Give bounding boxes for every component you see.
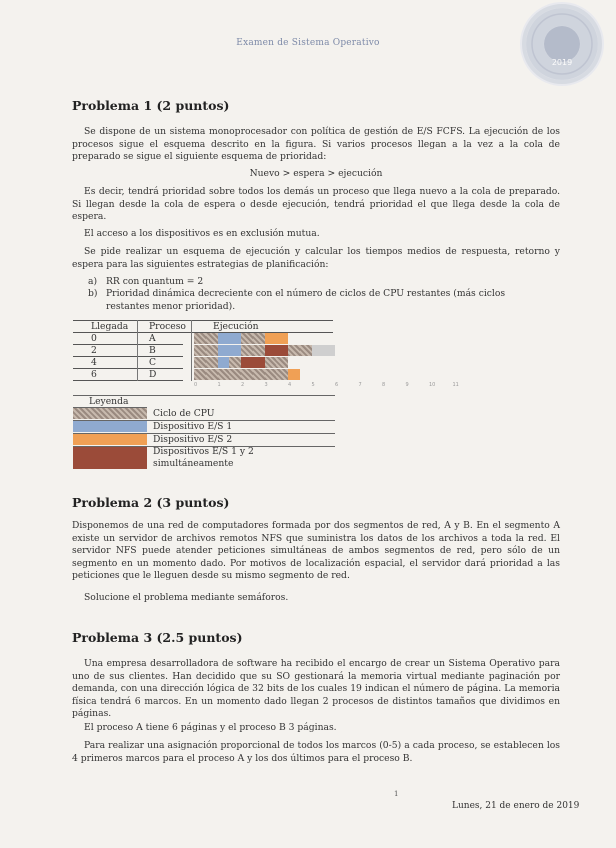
column-rule — [191, 320, 192, 381]
university-logo — [520, 2, 604, 86]
execution-cell — [288, 369, 300, 380]
row-process: D — [149, 369, 157, 380]
time-tick-label: 7 — [358, 382, 362, 388]
execution-cell — [323, 345, 335, 356]
list-marker: b) — [88, 288, 98, 300]
execution-cell — [276, 333, 288, 344]
legend-io2-label: Dispositivo E/S 2 — [153, 434, 233, 445]
strategy-list — [88, 276, 548, 313]
problem3-paragraph-2: El proceso A tiene 6 páginas y el proceso B 3 páginas. — [84, 722, 337, 733]
execution-cell — [265, 333, 277, 344]
time-tick-label: 4 — [288, 382, 292, 388]
row-process: A — [149, 333, 156, 344]
execution-cell — [265, 345, 277, 356]
legend-both-label: Dispositivos E/S 1 y 2 simultáneamente — [153, 446, 254, 469]
row-process: B — [149, 345, 156, 356]
time-tick-label: 10 — [429, 382, 436, 388]
legend-both-swatch — [73, 447, 147, 469]
execution-cell — [218, 369, 230, 380]
legend-title: Leyenda — [89, 396, 129, 407]
execution-cell — [265, 357, 277, 368]
problem2-paragraph-2: Solucione el problema mediante semáforos. — [84, 592, 289, 603]
time-tick-label: 3 — [264, 382, 268, 388]
execution-cell — [241, 369, 253, 380]
table-top-rule — [73, 320, 333, 321]
problem1-paragraph-4: Se pide realizar un esquema de ejecución y calcular los tiempos medios de respuesta, retorno y espera para las siguientes estrategias de planificación: — [72, 246, 560, 270]
execution-cell — [206, 369, 218, 380]
problem1-title: Problema 1 (2 puntos) — [72, 98, 230, 113]
row-arrival: 6 — [91, 369, 97, 380]
list-item — [88, 288, 548, 313]
problem1-paragraph-3: El acceso a los dispositivos es en exclusión mutua. — [84, 228, 320, 239]
problem2-title: Problema 2 (3 puntos) — [72, 495, 230, 510]
time-tick-label: 5 — [311, 382, 315, 388]
list-marker: a) — [88, 276, 98, 287]
row-rule — [73, 380, 183, 381]
execution-cell — [300, 345, 312, 356]
execution-cell — [253, 369, 265, 380]
row-process: C — [149, 357, 157, 368]
execution-cell — [194, 369, 206, 380]
execution-cell — [194, 333, 206, 344]
execution-cell — [312, 345, 324, 356]
list-item — [88, 276, 548, 288]
execution-cell — [276, 345, 288, 356]
time-tick-label: 1 — [217, 382, 221, 388]
logo-icon — [520, 2, 604, 86]
execution-cell — [218, 345, 230, 356]
execution-cell — [229, 357, 241, 368]
legend-cpu-swatch — [73, 408, 147, 419]
execution-cell — [253, 345, 265, 356]
exam-date: Lunes, 21 de enero de 2019 — [452, 801, 580, 811]
row-arrival: 0 — [91, 333, 97, 344]
problem2-paragraph-1: Disponemos de una red de computadores formada por dos segmentos de red, A y B. En el segmento A existe un servidor de archivos remotos NFS que suministra los datos de los archivos a toda la red. El servidor NFS puede atender peticiones simultáneas de ambos segmentos de red, pero sólo de un segmento en un momento dado. Por motivos de localización espacial, el servidor dará prioridad a las peticiones que le lleguen desde su mismo segmento de red. — [72, 520, 560, 582]
legend-io1-swatch — [73, 421, 147, 432]
execution-cell — [253, 333, 265, 344]
problem1-paragraph-2: Es decir, tendrá prioridad sobre todos los demás un proceso que llega nuevo a la cola de preparado. Si llegan desde la cola de espera o desde ejecución, tendrá prioridad el que llega desde la cola de espera. — [72, 186, 560, 223]
problem1-priority-scheme: Nuevo > espera > ejecución — [249, 168, 383, 179]
execution-cell — [276, 357, 288, 368]
time-tick-label: 9 — [405, 382, 409, 388]
problem1-paragraph-1: Se dispone de un sistema monoprocesador con política de gestión de E/S FCFS. La ejecución de los procesos sigue el esquema descrito en la figura. Si varios procesos llegan a la vez a la cola de preparado se sigue el siguiente esquema de prioridad: — [72, 126, 560, 163]
execution-cell — [265, 369, 277, 380]
time-tick-label: 11 — [452, 382, 459, 388]
time-tick-label: 0 — [194, 382, 198, 388]
legend-cpu-label: Ciclo de CPU — [153, 408, 215, 419]
column-rule — [137, 320, 138, 381]
header-process: Proceso — [149, 321, 186, 332]
execution-cell — [218, 333, 230, 344]
execution-cell — [241, 357, 253, 368]
row-rule — [73, 356, 183, 357]
list-text: RR con quantum = 2 — [106, 276, 204, 287]
execution-cell — [229, 345, 241, 356]
row-arrival: 2 — [91, 345, 97, 356]
execution-cell — [229, 369, 241, 380]
time-tick-label: 6 — [335, 382, 339, 388]
time-tick-label: 2 — [241, 382, 245, 388]
row-rule — [73, 368, 183, 369]
time-tick-label: 8 — [382, 382, 386, 388]
header-arrival: Llegada — [91, 321, 129, 332]
execution-cell — [206, 345, 218, 356]
execution-cell — [253, 357, 265, 368]
logo-year: 2019 — [551, 58, 573, 67]
legend-io2-swatch — [73, 434, 147, 445]
execution-cell — [218, 357, 230, 368]
problem3-paragraph-1: Una empresa desarrolladora de software ha recibido el encargo de crear un Sistema Operativo para uno de sus clientes. Han decidido que su SO gestionará la memoria virtual mediante paginación por demanda, con una dirección lógica de 32 bits de los cuales 19 indican el número de página. La memoria física tendrá 6 marcos. En un momento dado llegan 2 procesos de distintos tamaños que dividimos en páginas. — [72, 658, 560, 720]
execution-cell — [241, 345, 253, 356]
problem3-title: Problema 3 (2.5 puntos) — [72, 630, 243, 645]
page-number: 1 — [394, 790, 399, 798]
execution-cell — [194, 345, 206, 356]
execution-cell — [206, 357, 218, 368]
execution-cell — [229, 333, 241, 344]
execution-cell — [241, 333, 253, 344]
header-title: Examen de Sistema Operativo — [236, 38, 380, 48]
row-arrival: 4 — [91, 357, 97, 368]
legend-border — [73, 395, 335, 396]
list-text: Prioridad dinámica decreciente con el número de ciclos de CPU restantes (más ciclos restantes menor prioridad). — [106, 288, 506, 312]
execution-cell — [276, 369, 288, 380]
execution-cell — [206, 333, 218, 344]
row-rule — [73, 344, 183, 345]
execution-cell — [288, 345, 300, 356]
execution-cell — [194, 357, 206, 368]
problem3-paragraph-3: Para realizar una asignación proporcional de todos los marcos (0-5) a cada proceso, se establecen los 4 primeros marcos para el proceso A y los dos últimos para el proceso B. — [72, 740, 560, 764]
legend-io1-label: Dispositivo E/S 1 — [153, 421, 233, 432]
header-execution: Ejecución — [213, 321, 259, 332]
